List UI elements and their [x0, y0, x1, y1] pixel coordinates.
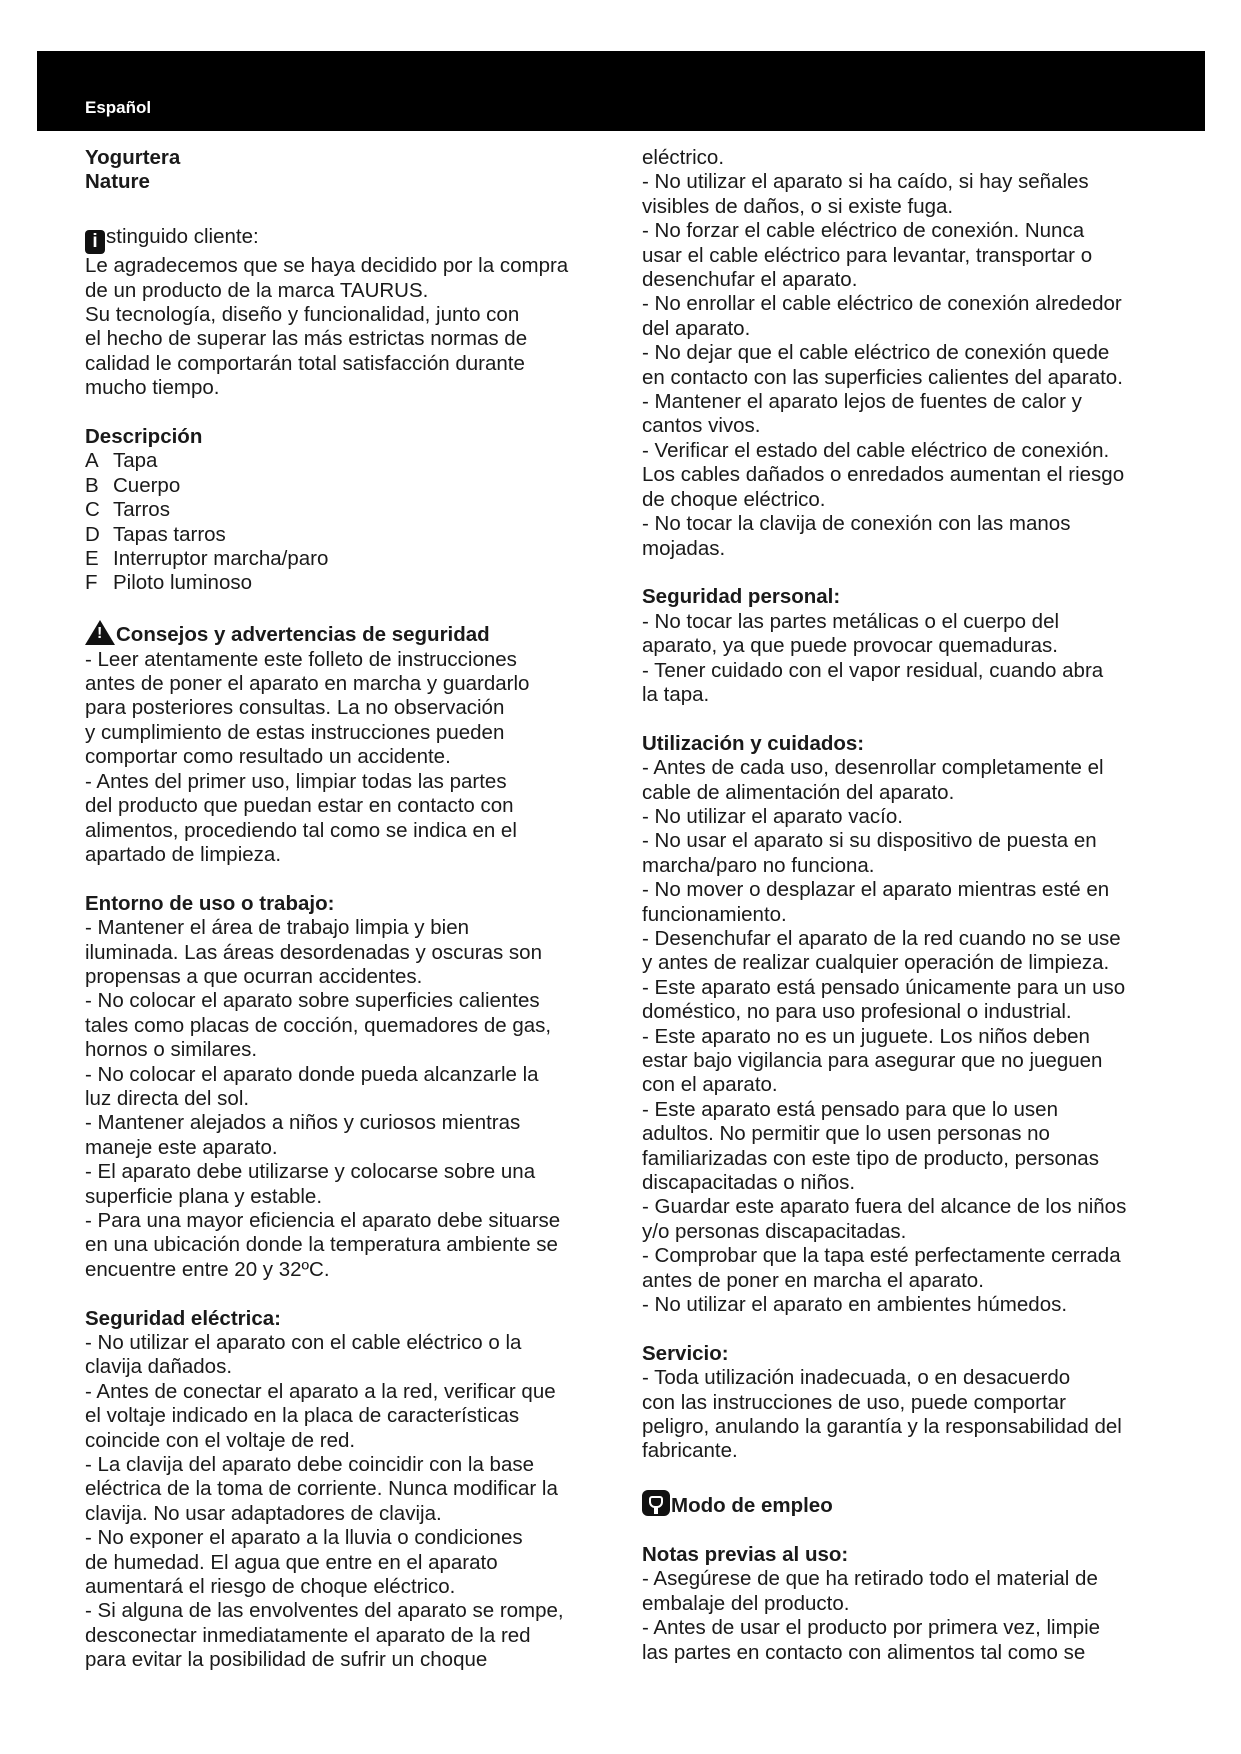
- text-line: del producto que puedan estar en contacto con: [85, 794, 514, 818]
- text-line: antes de poner el aparato en marcha y guardarlo: [85, 672, 530, 696]
- text-line: apartado de limpieza.: [85, 842, 282, 866]
- text-line: las partes en contacto con alimentos tal como se: [642, 1640, 1086, 1664]
- text-line: - Verificar el estado del cable eléctrico de conexión.: [642, 438, 1110, 462]
- text-line: y antes de realizar cualquier operación de limpieza.: [642, 951, 1110, 975]
- text-line: desenchufar el aparato.: [642, 268, 858, 292]
- greeting-text: stinguido cliente:: [106, 225, 259, 249]
- right-column: [642, 146, 1182, 1665]
- service-paragraph: [642, 1366, 1182, 1464]
- text-line: - Antes de conectar el aparato a la red, verificar que: [85, 1379, 556, 1403]
- text-line: tales como placas de cocción, quemadores de gas,: [85, 1013, 552, 1037]
- text-line: para posteriores consultas. La no observación: [85, 696, 505, 720]
- text-line: luz directa del sol.: [85, 1086, 250, 1110]
- text-line: con las instrucciones de uso, puede comportar: [642, 1390, 1066, 1414]
- description-item: F Piloto luminoso: [85, 571, 253, 595]
- product-title-line1: Yogurtera: [85, 146, 181, 169]
- text-line: - Antes de usar el producto por primera vez, limpie: [642, 1616, 1101, 1640]
- intro-paragraph: [85, 254, 615, 400]
- text-line: encuentre entre 20 y 32ºC.: [85, 1257, 330, 1281]
- text-line: - No colocar el aparato sobre superficies calientes: [85, 989, 540, 1013]
- text-line: - No dejar que el cable eléctrico de conexión quede: [642, 341, 1110, 365]
- prior-notes-heading: Notas previas al uso:: [642, 1543, 849, 1567]
- description-list: [85, 449, 615, 595]
- text-line: - No enrollar el cable eléctrico de conexión alrededor: [642, 292, 1122, 316]
- text-line: - Este aparato está pensado para que lo usen: [642, 1097, 1058, 1121]
- text-line: doméstico, no para uso profesional o industrial.: [642, 1000, 1072, 1024]
- electrical-heading: Seguridad eléctrica:: [85, 1306, 281, 1330]
- description-heading: Descripción: [85, 425, 203, 449]
- description-item: C Tarros: [85, 498, 170, 522]
- text-line: - Mantener el aparato lejos de fuentes de calor y: [642, 390, 1082, 414]
- text-line: - No exponer el aparato a la lluvia o condiciones: [85, 1526, 523, 1550]
- text-line: - Este aparato está pensado únicamente para un uso: [642, 975, 1126, 999]
- text-line: - No mover o desplazar el aparato mientras esté en: [642, 878, 1110, 902]
- left-column: [85, 146, 615, 1673]
- text-line: desconectar inmediatamente el aparato de la red: [85, 1623, 531, 1647]
- text-line: - Mantener alejados a niños y curiosos mientras: [85, 1111, 521, 1135]
- text-line: marcha/paro no funciona.: [642, 853, 875, 877]
- text-line: - No utilizar el aparato con el cable eléctrico o la: [85, 1331, 522, 1355]
- environment-heading: Entorno de uso o trabajo:: [85, 891, 335, 915]
- text-line: - La clavija del aparato debe coincidir con la base: [85, 1453, 534, 1477]
- text-line: clavija dañados.: [85, 1355, 233, 1379]
- text-line: - Mantener el área de trabajo limpia y bien: [85, 916, 470, 940]
- description-item: D Tapas tarros: [85, 522, 226, 546]
- text-line: - Desenchufar el aparato de la red cuando no se use: [642, 926, 1121, 950]
- text-line: maneje este aparato.: [85, 1135, 278, 1159]
- product-title-line2: Nature: [85, 170, 150, 194]
- text-line: cantos vivos.: [642, 414, 761, 438]
- text-line: - Este aparato no es un juguete. Los niños deben: [642, 1024, 1090, 1048]
- text-line: - No usar el aparato si su dispositivo de puesta en: [642, 829, 1097, 853]
- info-icon: i: [85, 230, 105, 254]
- header-bar: [37, 51, 1205, 131]
- text-line: - Asegúrese de que ha retirado todo el material de: [642, 1567, 1098, 1591]
- text-line: embalaje del producto.: [642, 1591, 850, 1615]
- text-line: - Tener cuidado con el vapor residual, cuando abra: [642, 658, 1104, 682]
- use-care-heading: Utilización y cuidados:: [642, 731, 865, 755]
- text-line: fabricante.: [642, 1439, 738, 1463]
- text-line: mojadas.: [642, 536, 726, 560]
- text-line: usar el cable eléctrico para levantar, transportar o: [642, 243, 1093, 267]
- text-line: visibles de daños, o si existe fuga.: [642, 194, 954, 218]
- text-line: - No forzar el cable eléctrico de conexión. Nunca: [642, 219, 1085, 243]
- text-line: aumentará el riesgo de choque eléctrico.: [85, 1575, 456, 1599]
- text-line: - Comprobar que la tapa esté perfectamente cerrada: [642, 1244, 1121, 1268]
- text-line: clavija. No usar adaptadores de clavija.: [85, 1501, 442, 1525]
- safety-paragraph: [85, 648, 615, 868]
- description-item: A Tapa: [85, 449, 158, 473]
- service-heading: Servicio:: [642, 1341, 729, 1365]
- text-line: eléctrico.: [642, 146, 725, 169]
- description-item: B Cuerpo: [85, 473, 181, 497]
- use-care-paragraph: [642, 756, 1182, 1317]
- text-line: y/o personas discapacitadas.: [642, 1219, 907, 1243]
- text-line: de un producto de la marca TAURUS.: [85, 278, 429, 302]
- personal-safety-heading: Seguridad personal:: [642, 585, 841, 609]
- text-line: adultos. No permitir que lo usen personas no: [642, 1122, 1050, 1146]
- text-line: familiarizadas con este tipo de producto, personas: [642, 1146, 1099, 1170]
- text-line: estar bajo vigilancia para asegurar que no jueguen: [642, 1049, 1103, 1072]
- text-line: - Si alguna de las envolventes del aparato se rompe,: [85, 1599, 564, 1623]
- prior-notes-paragraph: [642, 1567, 1182, 1665]
- text-line: de choque eléctrico.: [642, 487, 826, 511]
- text-line: hornos o similares.: [85, 1038, 258, 1062]
- text-line: del aparato.: [642, 316, 751, 340]
- personal-safety-paragraph: [642, 610, 1182, 708]
- text-line: discapacitadas o niños.: [642, 1171, 856, 1195]
- text-line: - No utilizar el aparato vacío.: [642, 804, 903, 828]
- greeting: [85, 225, 615, 254]
- text-line: comportar como resultado un accidente.: [85, 745, 451, 769]
- electrical-paragraph: [85, 1331, 615, 1673]
- language-label: Español: [85, 98, 152, 117]
- text-line: - El aparato debe utilizarse y colocarse sobre una: [85, 1160, 536, 1184]
- text-line: iluminada. Las áreas desordenadas y oscuras son: [85, 940, 542, 964]
- text-line: - Antes de cada uso, desenrollar completamente el: [642, 756, 1104, 780]
- text-line: cable de alimentación del aparato.: [642, 780, 955, 804]
- text-line: Le agradecemos que se haya decidido por la compra: [85, 254, 569, 278]
- text-line: - Toda utilización inadecuada, o en desacuerdo: [642, 1366, 1071, 1390]
- environment-paragraph: [85, 916, 615, 1282]
- text-line: alimentos, procediendo tal como se indica en el: [85, 818, 517, 842]
- text-line: coincide con el voltaje de red.: [85, 1428, 356, 1452]
- text-line: aparato, ya que puede provocar quemaduras.: [642, 634, 1058, 658]
- text-line: con el aparato.: [642, 1073, 778, 1097]
- text-line: el voltaje indicado en la placa de características: [85, 1404, 520, 1428]
- text-line: mucho tiempo.: [85, 376, 220, 400]
- text-line: - Para una mayor eficiencia el aparato debe situarse: [85, 1209, 561, 1232]
- description-item: E Interruptor marcha/paro: [85, 547, 329, 571]
- text-line: - Antes del primer uso, limpiar todas las partes: [85, 769, 507, 793]
- plug-icon: [642, 1490, 670, 1516]
- text-line: - Leer atentamente este folleto de instrucciones: [85, 647, 517, 671]
- text-line: - No colocar el aparato donde pueda alcanzarle la: [85, 1062, 539, 1086]
- text-line: superficie plana y estable.: [85, 1184, 323, 1208]
- text-line: en una ubicación donde la temperatura ambiente se: [85, 1233, 558, 1257]
- text-line: - No tocar las partes metálicas o el cuerpo del: [642, 609, 1060, 633]
- text-line: calidad le comportarán total satisfacción durante: [85, 351, 525, 375]
- text-line: antes de poner en marcha el aparato.: [642, 1268, 984, 1292]
- text-line: - No tocar la clavija de conexión con las manos: [642, 512, 1071, 536]
- text-line: Los cables dañados o enredados aumentan el riesgo: [642, 463, 1125, 487]
- mode-of-use-heading: Modo de empleo: [642, 1490, 1182, 1518]
- warning-icon: [85, 620, 115, 645]
- text-line: la tapa.: [642, 682, 710, 706]
- text-line: en contacto con las superficies calientes del aparato.: [642, 365, 1123, 389]
- text-line: propensas a que ocurran accidentes.: [85, 964, 423, 988]
- text-line: eléctrica de la toma de corriente. Nunca modificar la: [85, 1477, 558, 1501]
- text-line: para evitar la posibilidad de sufrir un choque: [85, 1648, 488, 1672]
- text-line: el hecho de superar las más estrictas normas de: [85, 327, 528, 351]
- text-line: Su tecnología, diseño y funcionalidad, junto con: [85, 303, 520, 327]
- safety-heading: !Consejos y advertencias de seguridad: [85, 620, 615, 647]
- electrical-continued-paragraph: [642, 146, 1182, 561]
- text-line: y cumplimiento de estas instrucciones pueden: [85, 720, 505, 744]
- text-line: peligro, anulando la garantía y la responsabilidad del: [642, 1415, 1122, 1439]
- text-line: - No utilizar el aparato en ambientes húmedos.: [642, 1293, 1068, 1317]
- text-line: - Guardar este aparato fuera del alcance de los niños: [642, 1195, 1127, 1219]
- text-line: de humedad. El agua que entre en el aparato: [85, 1550, 498, 1574]
- text-line: - No utilizar el aparato si ha caído, si hay señales: [642, 170, 1089, 194]
- text-line: funcionamiento.: [642, 902, 787, 926]
